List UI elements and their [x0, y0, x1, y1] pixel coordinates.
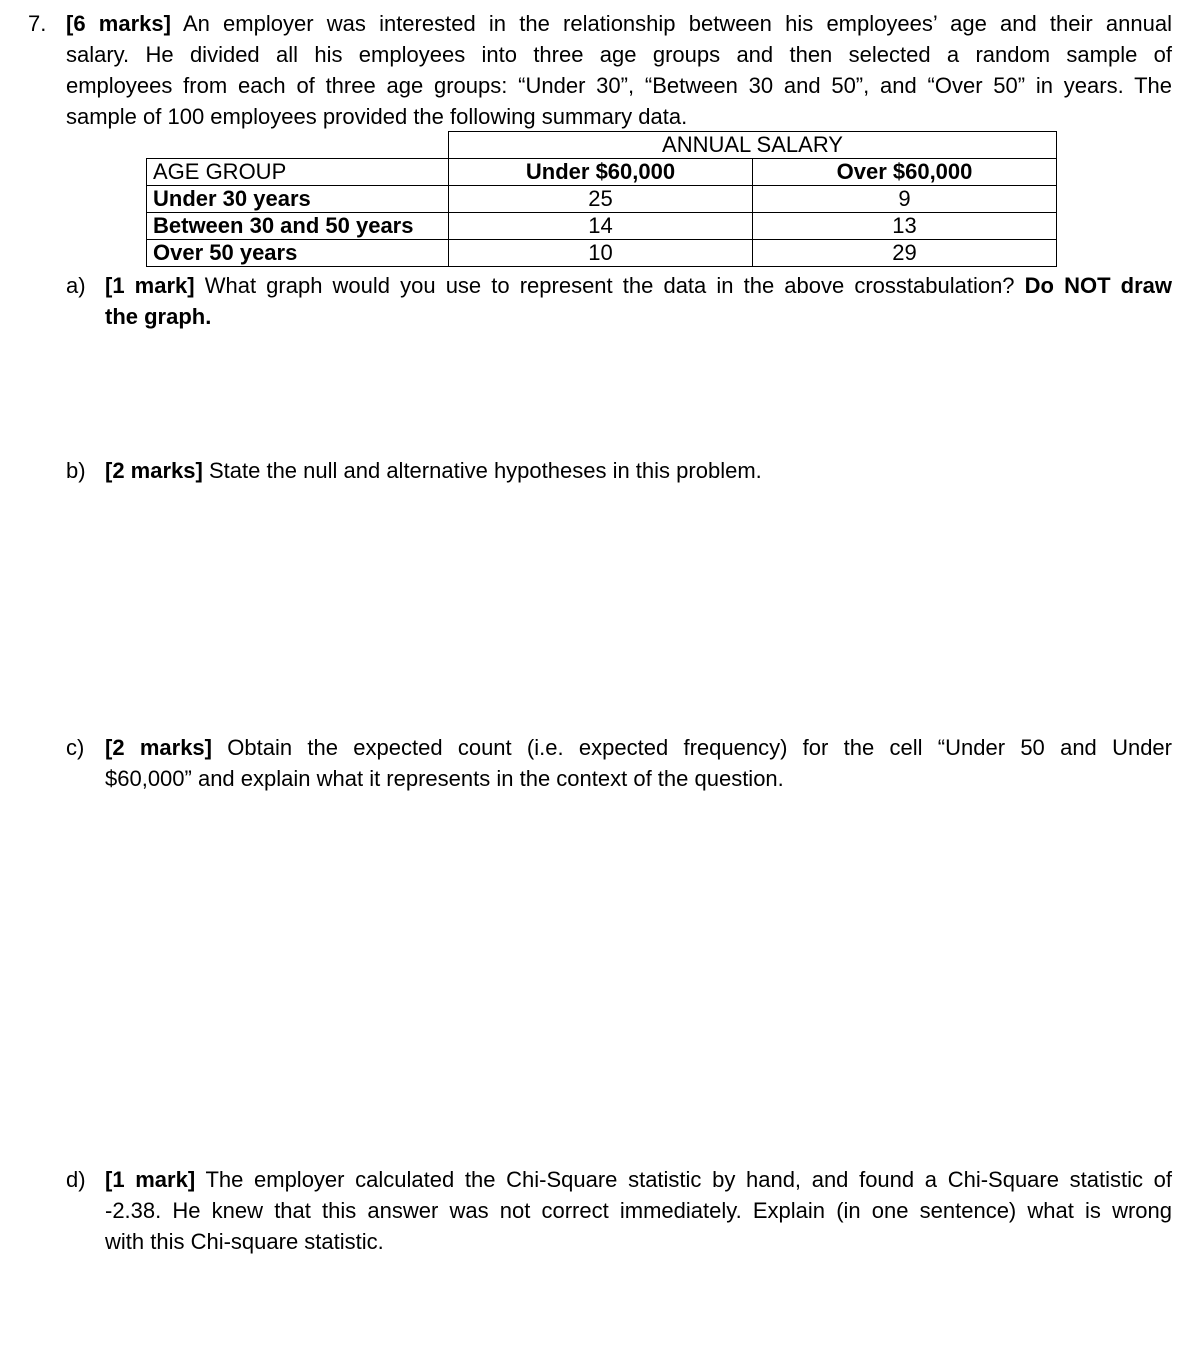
cell-value: 10	[449, 240, 753, 267]
column-header-under-60000: Under $60,000	[449, 159, 753, 186]
part-c	[66, 732, 1172, 794]
cell-value: 29	[753, 240, 1057, 267]
part-b-label: b)	[66, 458, 86, 483]
cell-value: 14	[449, 213, 753, 240]
part-c-text: [2 marks] Obtain the expected count (i.e. expected frequency) for the cell “Under 50 and Under $60,000” and explain what it represents in the context of the question.	[105, 735, 1172, 791]
row-label: Under 30 years	[147, 186, 449, 213]
part-d	[66, 1164, 1172, 1257]
cell-value: 13	[753, 213, 1057, 240]
age-group-header: AGE GROUP	[147, 159, 449, 186]
question-number: 7.	[28, 11, 47, 36]
part-a-text: [1 mark] What graph would you use to represent the data in the above crosstabulation? Do NOT draw the graph.	[105, 273, 1172, 329]
table-group-header-row	[147, 132, 1057, 159]
part-a-label: a)	[66, 273, 86, 298]
question-line-1: [6 marks] An employer was interested in the relationship between his employees’ age and their annual	[66, 11, 1172, 36]
crosstab-table	[146, 131, 1057, 267]
table-column-header-row	[147, 159, 1057, 186]
part-b	[66, 455, 1172, 486]
table-blank-cell	[147, 132, 449, 159]
annual-salary-header: ANNUAL SALARY	[449, 132, 1057, 159]
part-a-marks: [1 mark]	[105, 273, 195, 298]
part-a	[66, 270, 1172, 332]
part-d-marks: [1 mark]	[105, 1167, 196, 1192]
table-row	[147, 213, 1057, 240]
table-row	[147, 186, 1057, 213]
column-header-over-60000: Over $60,000	[753, 159, 1057, 186]
part-b-marks: [2 marks]	[105, 458, 203, 483]
row-label: Between 30 and 50 years	[147, 213, 449, 240]
part-c-label: c)	[66, 735, 85, 760]
part-d-label: d)	[66, 1167, 86, 1192]
question-line-2: salary. He divided all his employees into three age groups and then selected a random sample of	[66, 42, 1172, 67]
question-line-4: sample of 100 employees provided the following summary data.	[66, 104, 688, 129]
cell-value: 25	[449, 186, 753, 213]
question-marks: [6 marks]	[66, 11, 171, 36]
part-c-marks: [2 marks]	[105, 735, 212, 760]
table-row	[147, 240, 1057, 267]
part-d-text: [1 mark] The employer calculated the Chi-Square statistic by hand, and found a Chi-Square statistic of -2.38. He knew that this answer was not correct immediately. Explain (in one sentence) what is wrong with this Chi-square statistic.	[105, 1167, 1173, 1254]
question-line-3: employees from each of three age groups: “Under 30”, “Between 30 and 50”, and “Over 50” in years. The	[66, 73, 1172, 98]
part-b-text: [2 marks] State the null and alternative hypotheses in this problem.	[105, 458, 762, 483]
question-prompt	[66, 8, 1172, 132]
row-label: Over 50 years	[147, 240, 449, 267]
cell-value: 9	[753, 186, 1057, 213]
